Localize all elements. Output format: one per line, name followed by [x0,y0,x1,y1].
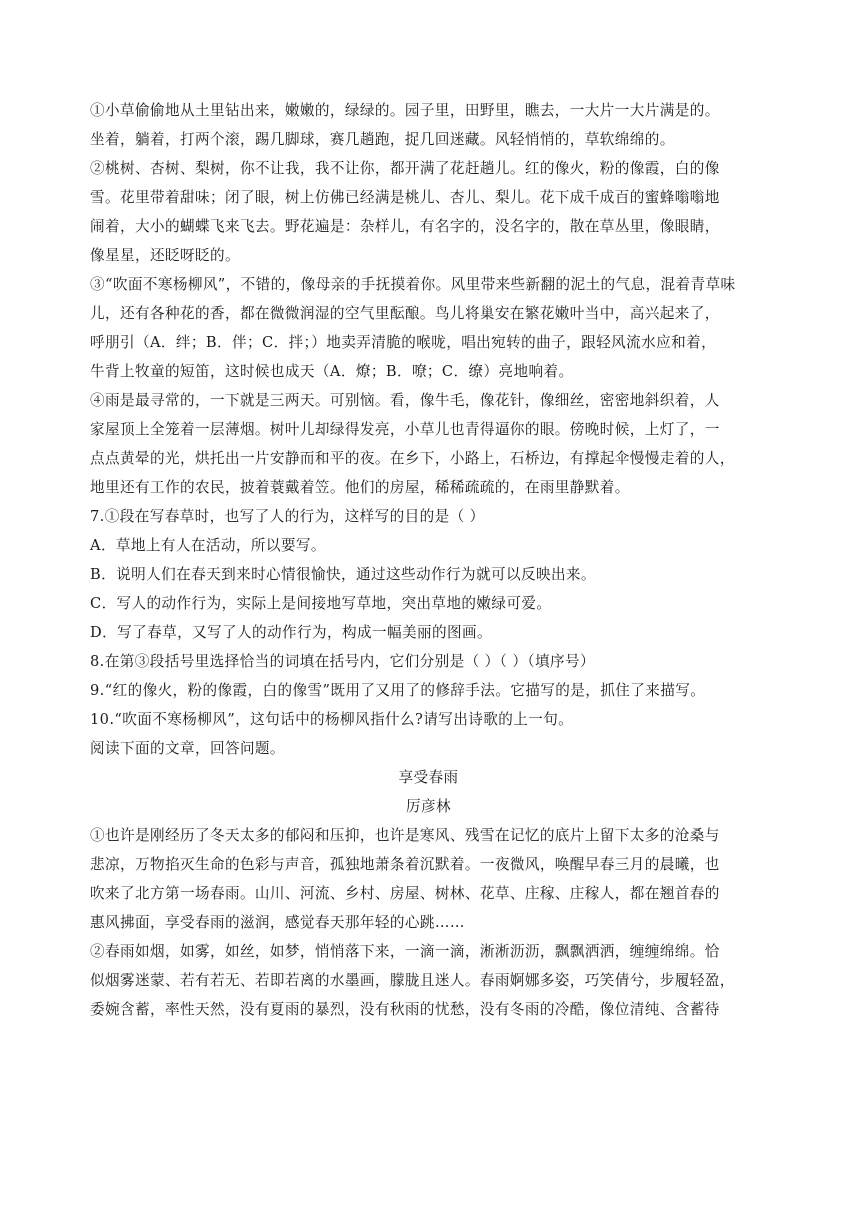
passage1-paragraph-4 [90,386,767,502]
text-line: 地里还有工作的农民，披着蓑戴着笠。他们的房屋，稀稀疏疏的，在雨里静默着。 [90,479,630,496]
reading-instruction [90,734,767,763]
text-line: 惠风拂面，享受春雨的滋润，感觉春天那年轻的心跳…… [90,914,465,931]
option-b: B．说明人们在春天到来时心情很愉快，通过这些动作行为就可以反映出来。 [90,566,596,583]
text-line: ②桃树、杏树、梨树，你不让我，我不让你，都开满了花赶趟儿。红的像火，粉的像霞，白的像 [90,160,720,177]
text-line: 牛背上牧童的短笛，这时候也成天（A．燎；B．嘹；C．缭）亮地响着。 [90,363,574,380]
question-text: 10.“吹面不寒杨柳风”，这句话中的杨柳风指什么?请写出诗歌的上一句。 [90,711,574,728]
text-line: 雪。花里带着甜味；闭了眼，树上仿佛已经满是桃儿、杏儿、梨儿。花下成千成百的蜜蜂嗡嗡地 [90,189,720,206]
question-8 [90,647,767,676]
text-line: 儿，还有各种花的香，都在微微润湿的空气里酝酿。鸟儿将巢安在繁花嫩叶当中，高兴起来了， [90,305,720,322]
text-line: 家屋顶上全笼着一层薄烟。树叶儿却绿得发亮，小草儿也青得逼你的眼。傍晚时候，上灯了，一 [90,421,720,438]
option-c: C．写人的动作行为，实际上是间接地写草地，突出草地的嫩绿可爱。 [90,595,552,612]
author-text: 厉彦林 [406,798,451,815]
text-line: ②春雨如烟，如雾，如丝，如梦，悄悄落下来，一滴一滴，淅淅沥沥，飘飘洒洒，缠缠绵绵。恰 [90,943,720,960]
text-line: 悲凉，万物掐灭生命的色彩与声音，孤独地萧条着沉默着。一夜微风，唤醒早春三月的晨曦，也 [90,856,720,873]
question-9 [90,676,767,705]
passage1-paragraph-3 [90,270,767,386]
question-text: 9.“红的像火，粉的像霞，白的像雪”既用了又用了的修辞手法。它描写的是，抓住了来描写。 [90,682,706,699]
instruction-text: 阅读下面的文章，回答问题。 [90,740,285,757]
text-line: 呼朋引（A．绊；B．伴；C．拌；）地卖弄清脆的喉咙，唱出宛转的曲子，跟轻风流水应和着， [90,334,717,351]
question-10 [90,705,767,734]
title-text: 享受春雨 [398,769,459,786]
text-line: 坐着，躺着，打两个滚，踢几脚球，赛几趟跑，捉几回迷藏。风轻悄悄的，草软绵绵的。 [90,131,675,148]
question-text: 7.①段在写春草时，也写了人的行为，这样写的目的是（ ） [90,508,485,525]
article-author [90,792,767,821]
text-line: 闹着，大小的蝴蝶飞来飞去。野花遍是：杂样儿，有名字的，没名字的，散在草丛里，像眼睛， [90,218,720,235]
text-line: ①小草偷偷地从土里钻出来，嫩嫩的，绿绿的。园子里，田野里，瞧去，一大片一大片满是的。 [90,102,720,119]
option-d: D．写了春草，又写了人的动作行为，构成一幅美丽的图画。 [90,624,492,641]
text-line: 委婉含蓄，率性天然，没有夏雨的暴烈，没有秋雨的忧愁，没有冬雨的冷酷，像位清纯、含蓄待 [90,1001,720,1018]
text-line: ③“吹面不寒杨柳风”，不错的，像母亲的手抚摸着你。风里带来些新翻的泥土的气息，混着青草味 [90,276,736,293]
passage1-paragraph-2 [90,154,767,270]
question-text: 8.在第③段括号里选择恰当的词填在括号内，它们分别是（ ）（ ）（填序号） [90,653,595,670]
text-line: 点点黄晕的光，烘托出一片安静而和平的夜。在乡下，小路上，石桥边，有撑起伞慢慢走着的人， [90,450,735,467]
article-title [90,763,767,792]
passage1-paragraph-1 [90,96,767,154]
text-line: 似烟雾迷蒙、若有若无、若即若离的水墨画，朦胧且迷人。春雨婀娜多姿，巧笑倩兮，步履轻盈， [90,972,735,989]
passage2-paragraph-1 [90,821,767,937]
text-line: 像星星，还眨呀眨的。 [90,247,240,264]
question-7 [90,502,767,647]
text-line: 吹来了北方第一场春雨。山川、河流、乡村、房屋、树林、花草、庄稼、庄稼人，都在翘首春的 [90,885,720,902]
option-a: A．草地上有人在活动，所以要写。 [90,537,326,554]
text-line: ①也许是刚经历了冬天太多的郁闷和压抑，也许是寒风、残雪在记忆的底片上留下太多的沧桑与 [90,827,720,844]
passage2-paragraph-2 [90,937,767,1024]
text-line: ④雨是最寻常的，一下就是三两天。可别恼。看，像牛毛，像花针，像细丝，密密地斜织着，人 [90,392,720,409]
